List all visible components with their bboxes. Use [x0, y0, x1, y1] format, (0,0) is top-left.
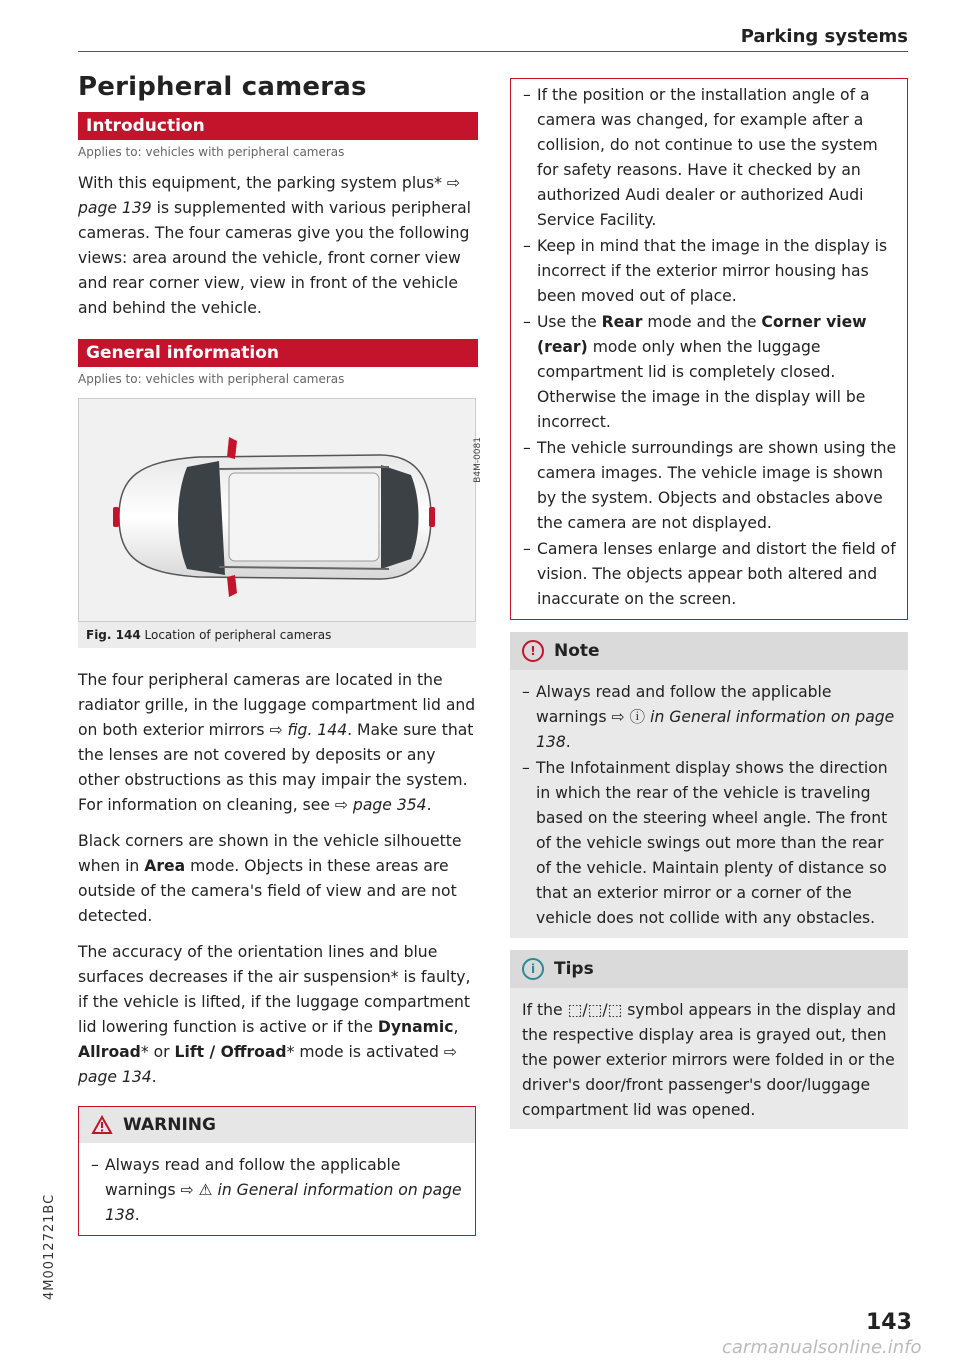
- warning-header: [79, 1107, 475, 1143]
- car-top-view-illustration: [79, 399, 475, 621]
- warning-title: WARNING: [123, 1115, 216, 1135]
- text: With this equipment, the parking system plus*: [78, 174, 447, 192]
- safety-warning-continued: [510, 78, 908, 620]
- text: .: [134, 1206, 140, 1224]
- page-ref-link[interactable]: ⇨ page 134: [78, 1043, 457, 1086]
- general-paragraph-1: [78, 668, 478, 818]
- figure-vehicle-top-view: [78, 398, 483, 622]
- bold-term: Allroad: [78, 1043, 141, 1061]
- text: * or: [140, 1043, 175, 1061]
- page-ref-link[interactable]: ⇨ page 354: [334, 796, 427, 814]
- text: is supplemented with various peripheral cameras. The four cameras give you the following views: area around the vehicle, front corner view and rear corner view, view in front of the vehicle and behind the vehicle.: [78, 199, 471, 317]
- bold-term: Lift / Offroad: [174, 1043, 287, 1061]
- camera-front: [113, 507, 119, 527]
- note-icon: !: [522, 640, 544, 662]
- warning-body: [79, 1143, 475, 1235]
- text: The four peripheral cameras are located in the radiator grille, in the luggage compartment lid and on both exterior mirrors: [78, 671, 476, 739]
- tips-body: [510, 988, 908, 1123]
- text: Always read and follow the applicable warnings ⇨ ⚠: [105, 1156, 401, 1199]
- text: .: [565, 733, 571, 751]
- bold-term: Corner view (rear): [537, 313, 867, 356]
- list-item: – Camera lenses enlarge and distort the field of vision. The objects appear both altered and inaccurate on the screen.: [523, 537, 897, 612]
- figure-caption-text: Location of peripheral cameras: [144, 628, 332, 642]
- text: mode. Objects in these areas are outside of the camera's field of view and are not detected.: [78, 857, 457, 925]
- text: . Make sure that the lenses are not covered by deposits or any other obstructions as this may impair the system. For information on cleaning, see: [78, 721, 474, 814]
- header-rule: [78, 51, 908, 52]
- right-column: [510, 78, 908, 1141]
- figure-code: B4M-0081: [473, 437, 483, 483]
- intro-paragraph: [78, 171, 478, 321]
- camera-mirror-left: [227, 437, 237, 459]
- general-paragraph-3: [78, 940, 478, 1090]
- safety-list: [523, 83, 897, 612]
- text: Black corners are shown in the vehicle silhouette when in: [78, 832, 462, 875]
- page-ref-link[interactable]: ⇨ page 139: [78, 174, 460, 217]
- list-item: [91, 1153, 463, 1228]
- page-ref-link[interactable]: in General information on page 138: [105, 1181, 462, 1224]
- page-title: Peripheral cameras: [78, 72, 367, 102]
- list-item: [523, 310, 897, 435]
- tips-title: Tips: [554, 959, 594, 979]
- intro-applies: Applies to: vehicles with peripheral cameras: [78, 145, 345, 159]
- text: The accuracy of the orientation lines and blue surfaces decreases if the air suspension* is faulty, if the vehicle is lifted, if the luggage compartment lid lowering function is active or if the: [78, 943, 471, 1036]
- tips-box: [510, 950, 908, 1129]
- warning-triangle-icon: [91, 1115, 113, 1135]
- camera-mirror-right: [227, 575, 237, 597]
- note-header: [510, 632, 908, 670]
- list-item: – If the position or the installation angle of a camera was changed, for example after a collision, do not continue to use the system for safety reasons. Have it checked by an authorized Audi dealer or authorized Audi Service Facility.: [523, 83, 897, 233]
- bold-term: Rear: [601, 313, 643, 331]
- text: mode only when the luggage compartment lid is completely closed. Otherwise the image in the display will be incorrect.: [537, 338, 866, 431]
- left-column: [78, 72, 483, 1236]
- tips-header: [510, 950, 908, 988]
- warning-box: [78, 1106, 476, 1236]
- bold-term: Dynamic: [377, 1018, 454, 1036]
- document-code: 4M0012721BC: [42, 1193, 57, 1300]
- text: Use the: [537, 313, 602, 331]
- general-paragraph-2: [78, 829, 478, 929]
- page-number: 143: [866, 1310, 912, 1335]
- general-heading: General information: [78, 339, 478, 367]
- section-title: Parking systems: [740, 26, 908, 47]
- note-title: Note: [554, 641, 600, 661]
- info-icon: i: [522, 958, 544, 980]
- page-ref-link[interactable]: in General information on page 138: [536, 708, 895, 751]
- list-item: – Keep in mind that the image in the display is incorrect if the exterior mirror housing has been moved out of place.: [523, 234, 897, 309]
- intro-heading: Introduction: [78, 112, 478, 140]
- bold-term: Area: [144, 857, 186, 875]
- camera-rear: [429, 507, 435, 527]
- note-body: [510, 670, 908, 931]
- fig-ref-link[interactable]: ⇨ fig. 144: [269, 721, 348, 739]
- note-list: [522, 680, 896, 931]
- text: mode and the: [642, 313, 762, 331]
- list-item: [522, 680, 896, 755]
- tips-text: If the ⬚/⬚/⬚ symbol appears in the display and the respective display area is grayed out, then the power exterior mirrors were folded in or the driver's door/front passenger's door/luggage compartment lid was opened.: [522, 1001, 896, 1119]
- text: * mode is activated: [286, 1043, 444, 1061]
- text: ,: [453, 1018, 459, 1036]
- warning-list: [91, 1153, 463, 1228]
- text: .: [426, 796, 432, 814]
- figure-caption: [78, 622, 476, 648]
- note-box: [510, 632, 908, 938]
- text: .: [151, 1068, 157, 1086]
- general-applies: Applies to: vehicles with peripheral cameras: [78, 372, 345, 386]
- text: Always read and follow the applicable warnings ⇨ ⓘ: [536, 683, 832, 726]
- list-item: – The Infotainment display shows the direction in which the rear of the vehicle is traveling based on the steering wheel angle. The front of the vehicle swings out more than the rear of the vehicle. Maintain plenty of distance so that an exterior mirror or a corner of the vehicle does not collide with any obstacles.: [522, 756, 896, 931]
- figure-label: Fig. 144: [86, 628, 141, 642]
- watermark: carmanualsonline.info: [722, 1337, 922, 1358]
- list-item: – The vehicle surroundings are shown using the camera images. The vehicle image is shown by the system. Objects and obstacles above the camera are not displayed.: [523, 436, 897, 536]
